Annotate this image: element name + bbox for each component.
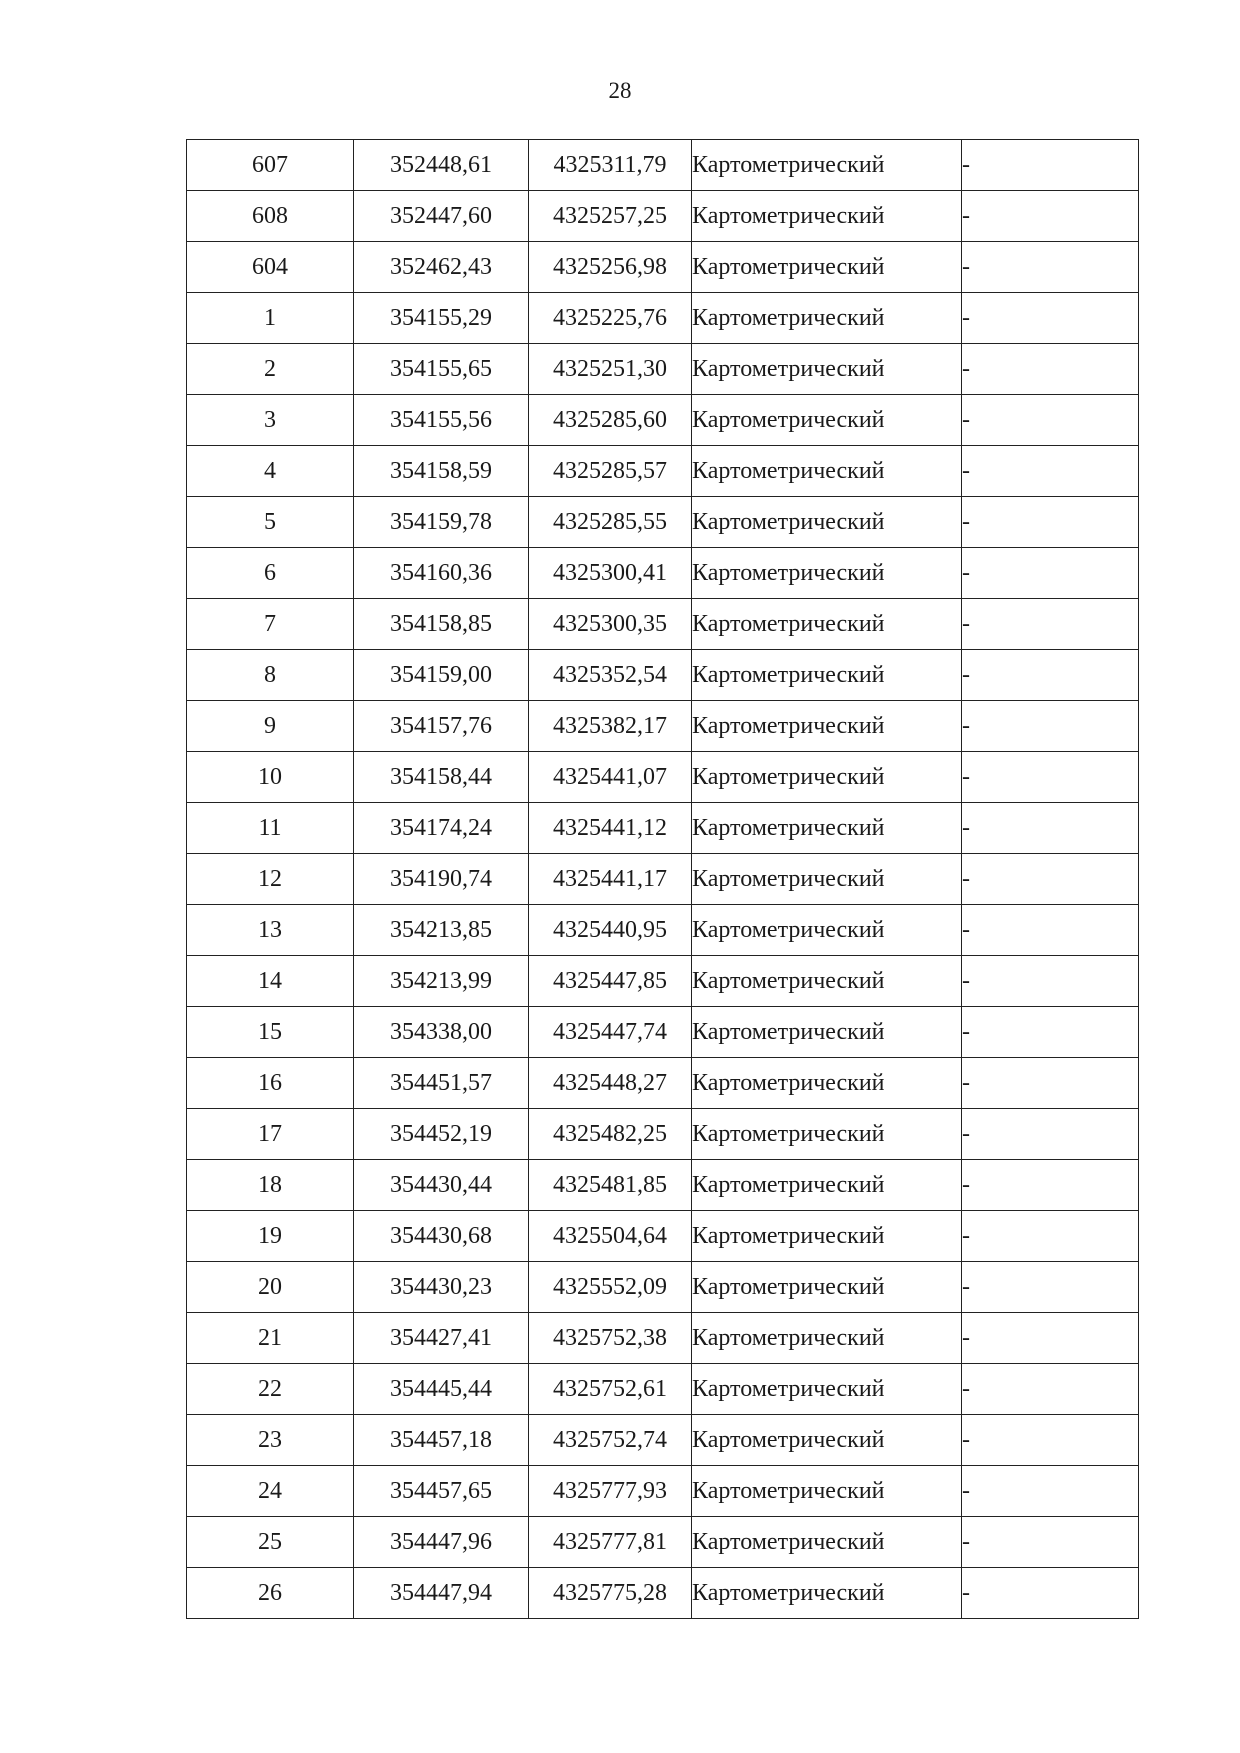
x-coordinate-cell: 354457,65 [354, 1466, 529, 1517]
y-coordinate-cell: 4325311,79 [529, 140, 692, 191]
page-number: 28 [608, 78, 632, 103]
method-cell: Картометрический [692, 701, 962, 752]
method-cell: Картометрический [692, 956, 962, 1007]
y-coordinate-cell: 4325257,25 [529, 191, 692, 242]
note-cell: - [962, 1262, 1139, 1313]
note-cell: - [962, 956, 1139, 1007]
note-cell: - [962, 446, 1139, 497]
table-row [187, 242, 1139, 293]
point-number-cell: 23 [187, 1415, 354, 1466]
note-cell: - [962, 1517, 1139, 1568]
point-number-cell: 26 [187, 1568, 354, 1619]
table-row [187, 1211, 1139, 1262]
y-coordinate-cell: 4325285,57 [529, 446, 692, 497]
table-row [187, 854, 1139, 905]
x-coordinate-cell: 354451,57 [354, 1058, 529, 1109]
coordinates-table-body [187, 140, 1139, 1619]
point-number-cell: 22 [187, 1364, 354, 1415]
x-coordinate-cell: 354158,59 [354, 446, 529, 497]
note-cell: - [962, 1313, 1139, 1364]
point-number-cell: 11 [187, 803, 354, 854]
method-cell: Картометрический [692, 1007, 962, 1058]
note-cell: - [962, 650, 1139, 701]
method-cell: Картометрический [692, 1313, 962, 1364]
method-cell: Картометрический [692, 1109, 962, 1160]
method-cell: Картометрический [692, 1262, 962, 1313]
method-cell: Картометрический [692, 1466, 962, 1517]
point-number-cell: 16 [187, 1058, 354, 1109]
note-cell: - [962, 599, 1139, 650]
y-coordinate-cell: 4325352,54 [529, 650, 692, 701]
table-row [187, 650, 1139, 701]
point-number-cell: 24 [187, 1466, 354, 1517]
x-coordinate-cell: 354427,41 [354, 1313, 529, 1364]
x-coordinate-cell: 354155,29 [354, 293, 529, 344]
method-cell: Картометрический [692, 140, 962, 191]
point-number-cell: 17 [187, 1109, 354, 1160]
note-cell: - [962, 242, 1139, 293]
y-coordinate-cell: 4325285,60 [529, 395, 692, 446]
x-coordinate-cell: 354160,36 [354, 548, 529, 599]
method-cell: Картометрический [692, 1058, 962, 1109]
y-coordinate-cell: 4325251,30 [529, 344, 692, 395]
x-coordinate-cell: 354155,56 [354, 395, 529, 446]
note-cell: - [962, 548, 1139, 599]
note-cell: - [962, 191, 1139, 242]
y-coordinate-cell: 4325300,35 [529, 599, 692, 650]
point-number-cell: 12 [187, 854, 354, 905]
x-coordinate-cell: 352447,60 [354, 191, 529, 242]
note-cell: - [962, 752, 1139, 803]
y-coordinate-cell: 4325552,09 [529, 1262, 692, 1313]
table-row [187, 1517, 1139, 1568]
table-row [187, 701, 1139, 752]
x-coordinate-cell: 354452,19 [354, 1109, 529, 1160]
note-cell: - [962, 905, 1139, 956]
x-coordinate-cell: 354190,74 [354, 854, 529, 905]
point-number-cell: 6 [187, 548, 354, 599]
y-coordinate-cell: 4325300,41 [529, 548, 692, 599]
table-row [187, 548, 1139, 599]
table-row [187, 344, 1139, 395]
point-number-cell: 19 [187, 1211, 354, 1262]
note-cell: - [962, 1466, 1139, 1517]
coordinates-table [186, 139, 1139, 1619]
y-coordinate-cell: 4325440,95 [529, 905, 692, 956]
x-coordinate-cell: 354213,99 [354, 956, 529, 1007]
point-number-cell: 2 [187, 344, 354, 395]
y-coordinate-cell: 4325447,74 [529, 1007, 692, 1058]
table-row [187, 1262, 1139, 1313]
note-cell: - [962, 1211, 1139, 1262]
point-number-cell: 21 [187, 1313, 354, 1364]
y-coordinate-cell: 4325752,38 [529, 1313, 692, 1364]
x-coordinate-cell: 354157,76 [354, 701, 529, 752]
table-row [187, 395, 1139, 446]
method-cell: Картометрический [692, 1517, 962, 1568]
method-cell: Картометрический [692, 1160, 962, 1211]
y-coordinate-cell: 4325775,28 [529, 1568, 692, 1619]
y-coordinate-cell: 4325481,85 [529, 1160, 692, 1211]
point-number-cell: 15 [187, 1007, 354, 1058]
note-cell: - [962, 1568, 1139, 1619]
method-cell: Картометрический [692, 854, 962, 905]
point-number-cell: 20 [187, 1262, 354, 1313]
method-cell: Картометрический [692, 344, 962, 395]
x-coordinate-cell: 354447,96 [354, 1517, 529, 1568]
table-row [187, 905, 1139, 956]
note-cell: - [962, 1364, 1139, 1415]
y-coordinate-cell: 4325447,85 [529, 956, 692, 1007]
point-number-cell: 608 [187, 191, 354, 242]
point-number-cell: 14 [187, 956, 354, 1007]
note-cell: - [962, 1058, 1139, 1109]
x-coordinate-cell: 354213,85 [354, 905, 529, 956]
table-row [187, 1007, 1139, 1058]
note-cell: - [962, 854, 1139, 905]
y-coordinate-cell: 4325504,64 [529, 1211, 692, 1262]
point-number-cell: 1 [187, 293, 354, 344]
y-coordinate-cell: 4325256,98 [529, 242, 692, 293]
point-number-cell: 4 [187, 446, 354, 497]
note-cell: - [962, 293, 1139, 344]
method-cell: Картометрический [692, 242, 962, 293]
x-coordinate-cell: 354430,23 [354, 1262, 529, 1313]
point-number-cell: 9 [187, 701, 354, 752]
table-row [187, 1415, 1139, 1466]
method-cell: Картометрический [692, 905, 962, 956]
point-number-cell: 7 [187, 599, 354, 650]
y-coordinate-cell: 4325285,55 [529, 497, 692, 548]
table-row [187, 752, 1139, 803]
x-coordinate-cell: 352448,61 [354, 140, 529, 191]
point-number-cell: 5 [187, 497, 354, 548]
table-row [187, 1466, 1139, 1517]
x-coordinate-cell: 354174,24 [354, 803, 529, 854]
method-cell: Картометрический [692, 1568, 962, 1619]
method-cell: Картометрический [692, 752, 962, 803]
note-cell: - [962, 701, 1139, 752]
x-coordinate-cell: 354159,00 [354, 650, 529, 701]
note-cell: - [962, 1109, 1139, 1160]
table-row [187, 803, 1139, 854]
method-cell: Картометрический [692, 650, 962, 701]
point-number-cell: 10 [187, 752, 354, 803]
y-coordinate-cell: 4325225,76 [529, 293, 692, 344]
point-number-cell: 13 [187, 905, 354, 956]
table-row [187, 599, 1139, 650]
table-row [187, 191, 1139, 242]
method-cell: Картометрический [692, 1211, 962, 1262]
note-cell: - [962, 803, 1139, 854]
x-coordinate-cell: 354445,44 [354, 1364, 529, 1415]
method-cell: Картометрический [692, 548, 962, 599]
x-coordinate-cell: 354158,85 [354, 599, 529, 650]
y-coordinate-cell: 4325441,17 [529, 854, 692, 905]
note-cell: - [962, 497, 1139, 548]
method-cell: Картометрический [692, 1364, 962, 1415]
table-row [187, 1160, 1139, 1211]
x-coordinate-cell: 352462,43 [354, 242, 529, 293]
table-row [187, 293, 1139, 344]
point-number-cell: 18 [187, 1160, 354, 1211]
table-row [187, 1109, 1139, 1160]
table-row [187, 956, 1139, 1007]
x-coordinate-cell: 354457,18 [354, 1415, 529, 1466]
table-row [187, 1313, 1139, 1364]
x-coordinate-cell: 354447,94 [354, 1568, 529, 1619]
x-coordinate-cell: 354338,00 [354, 1007, 529, 1058]
note-cell: - [962, 344, 1139, 395]
method-cell: Картометрический [692, 497, 962, 548]
table-row [187, 497, 1139, 548]
method-cell: Картометрический [692, 599, 962, 650]
point-number-cell: 604 [187, 242, 354, 293]
table-row [187, 446, 1139, 497]
method-cell: Картометрический [692, 803, 962, 854]
point-number-cell: 25 [187, 1517, 354, 1568]
method-cell: Картометрический [692, 395, 962, 446]
y-coordinate-cell: 4325382,17 [529, 701, 692, 752]
note-cell: - [962, 1415, 1139, 1466]
note-cell: - [962, 140, 1139, 191]
x-coordinate-cell: 354159,78 [354, 497, 529, 548]
y-coordinate-cell: 4325441,07 [529, 752, 692, 803]
method-cell: Картометрический [692, 446, 962, 497]
note-cell: - [962, 1160, 1139, 1211]
note-cell: - [962, 1007, 1139, 1058]
y-coordinate-cell: 4325441,12 [529, 803, 692, 854]
x-coordinate-cell: 354158,44 [354, 752, 529, 803]
table-row [187, 1568, 1139, 1619]
note-cell: - [962, 395, 1139, 446]
y-coordinate-cell: 4325482,25 [529, 1109, 692, 1160]
y-coordinate-cell: 4325752,61 [529, 1364, 692, 1415]
method-cell: Картометрический [692, 293, 962, 344]
method-cell: Картометрический [692, 1415, 962, 1466]
y-coordinate-cell: 4325448,27 [529, 1058, 692, 1109]
y-coordinate-cell: 4325777,81 [529, 1517, 692, 1568]
x-coordinate-cell: 354155,65 [354, 344, 529, 395]
x-coordinate-cell: 354430,68 [354, 1211, 529, 1262]
y-coordinate-cell: 4325752,74 [529, 1415, 692, 1466]
point-number-cell: 3 [187, 395, 354, 446]
point-number-cell: 8 [187, 650, 354, 701]
table-row [187, 1058, 1139, 1109]
y-coordinate-cell: 4325777,93 [529, 1466, 692, 1517]
method-cell: Картометрический [692, 191, 962, 242]
table-row [187, 1364, 1139, 1415]
point-number-cell: 607 [187, 140, 354, 191]
table-row [187, 140, 1139, 191]
x-coordinate-cell: 354430,44 [354, 1160, 529, 1211]
